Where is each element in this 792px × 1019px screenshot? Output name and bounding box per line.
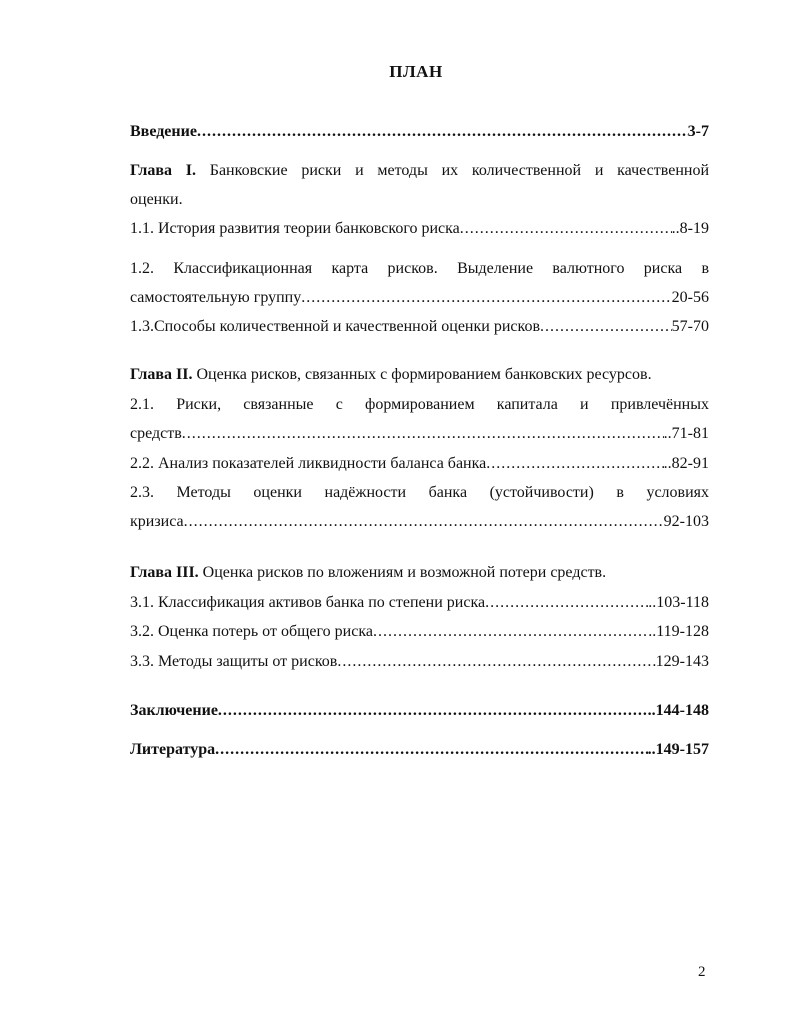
toc-entry-pages: 129-143 [655,653,709,670]
dot-leader [460,217,672,241]
chapter-label: Глава II. [130,366,193,383]
toc-entry-text: 1.3.Способы количественной и качественной оценки рисков [130,318,540,335]
toc-entry-1-2: 1.2. Классификационная карта рисков. Выделение валютного риска в [130,260,709,277]
toc-entry-text: 3.3. Методы защиты от рисков [130,653,338,670]
toc-entry-pages: 92-103 [663,513,709,530]
dot-leader [215,738,648,762]
toc-entry-text: самостоятельную группу [130,289,302,306]
dot-leader [337,650,655,674]
toc-entry-2-1: 2.1. Риски, связанные с формированием капитала и привлечённых [130,396,709,413]
toc-entry-pages: ..8-19 [671,220,709,237]
dot-leader [182,422,664,446]
toc-entry-text: 1.1. История развития теории банковского риска [130,220,460,237]
toc-entry-label: Литература [130,741,216,758]
toc-entry-literature [130,738,709,762]
toc-entry-2-3: 2.3. Методы оценки надёжности банка (устойчивости) в условиях [130,484,709,501]
toc-entry-1-2-cont [130,286,709,310]
toc-entry-text: 3.2. Оценка потерь от общего риска [130,623,373,640]
toc-entry-1-3 [130,315,709,339]
toc-entry-pages: ..71-81 [663,425,709,442]
toc-entry-2-1-cont [130,422,709,446]
toc-entry-3-3 [130,650,709,674]
dot-leader [197,120,688,144]
chapter-1-heading-cont: оценки. [130,191,183,208]
page-number: 2 [698,964,706,980]
toc-entry-pages: 57-70 [671,318,709,335]
toc-entry-intro [130,120,709,144]
dot-leader [540,315,672,339]
toc-entry-pages: 3-7 [687,123,709,140]
toc-entry-text: средств [130,425,182,442]
chapter-title: Оценка рисков, связанных с формированием банковских ресурсов. [196,366,652,383]
dot-leader [485,591,648,615]
toc-entry-1-1 [130,217,709,241]
toc-entry-2-3-cont [130,510,709,534]
toc-entry-2-2 [130,452,709,476]
toc-entry-pages: ..82-91 [663,455,709,472]
toc-entry-pages: 20-56 [671,289,709,306]
toc-entry-text: 3.1. Классификация активов банка по степени риска [130,594,486,611]
toc-entry-pages: ..144-148 [647,702,709,719]
chapter-title: Оценка рисков по вложениям и возможной потери средств. [202,564,607,581]
chapter-1-heading [130,159,709,183]
chapter-3-heading [130,561,709,585]
chapter-label: Глава I. [130,162,196,179]
page-title: ПЛАН [389,62,443,81]
toc-entry-text: кризиса [130,513,184,530]
toc-entry-pages: ..149-157 [647,741,709,758]
dot-leader [218,699,648,723]
toc-entry-pages: ..119-128 [648,623,709,640]
toc-entry-3-2 [130,620,709,644]
dot-leader [301,286,671,310]
dot-leader [486,452,663,476]
chapter-label: Глава III. [130,564,199,581]
dot-leader [373,620,648,644]
toc-entry-text: 2.2. Анализ показателей ликвидности баланса банка [130,455,487,472]
dot-leader [184,510,664,534]
toc-entry-label: Заключение [130,702,218,719]
chapter-2-heading [130,363,709,387]
toc-entry-3-1 [130,591,709,615]
toc-entry-pages: ..103-118 [648,594,709,611]
toc-entry-label: Введение [130,123,197,140]
chapter-title: Банковские риски и методы их количественной и качественной [209,162,709,179]
toc-entry-conclusion [130,699,709,723]
